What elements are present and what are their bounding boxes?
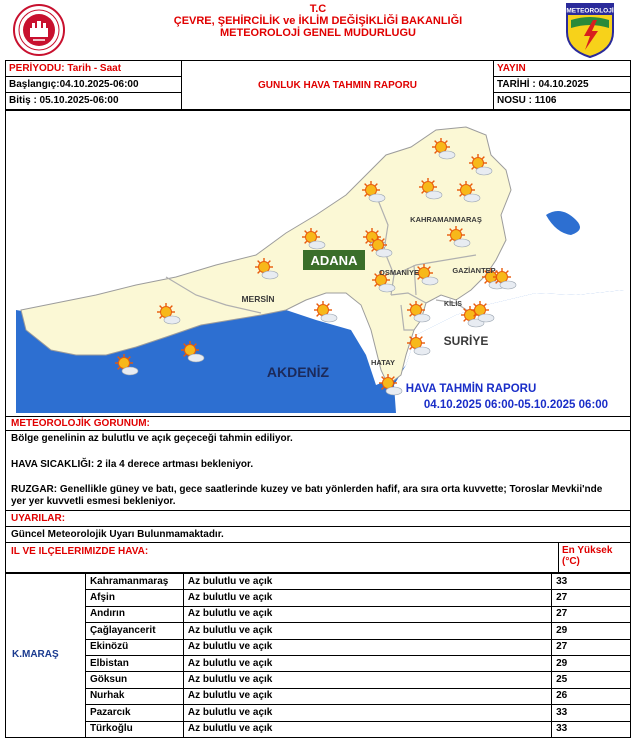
weather-description: Az bulutlu ve açık xyxy=(183,721,551,737)
district-name: Çağlayancerit xyxy=(85,623,183,639)
meteorology-wind: RUZGAR: Genellikle güney ve batı, gece saatlerinde kuzey ve batı yönlerden hafif, ara sıra orta kuvvette; Toroslar Mevkii'nde yer yer kuvvetli esmesi bekleniyor. xyxy=(11,484,603,507)
header-directorate-name: METEOROLOJİ GENEL MUDURLUGU xyxy=(220,27,416,39)
district-forecast-table xyxy=(5,573,631,738)
table-row xyxy=(6,623,631,639)
table-row xyxy=(6,672,631,688)
meteorology-body xyxy=(5,431,631,511)
district-table-title: IL VE ILÇELERIMIZDE HAVA: xyxy=(11,546,149,557)
forecast-map xyxy=(16,115,624,413)
meteorology-heading: METEOROLOJİK GORUNUM: xyxy=(5,417,631,431)
max-temperature: 27 xyxy=(552,639,631,655)
district-name: Kahramanmaraş xyxy=(85,574,183,590)
publication-number: NOSU : 1106 xyxy=(497,95,557,106)
meteorology-logo-icon xyxy=(565,2,615,58)
start-datetime: Başlangıç:04.10.2025-06:00 xyxy=(6,77,182,93)
district-name: Afşin xyxy=(85,590,183,606)
weather-description: Az bulutlu ve açık xyxy=(183,688,551,704)
max-temperature: 27 xyxy=(552,590,631,606)
max-temperature: 25 xyxy=(552,672,631,688)
district-name: Pazarcık xyxy=(85,705,183,721)
weather-description: Az bulutlu ve açık xyxy=(183,574,551,590)
end-datetime: Bitiş : 05.10.2025-06:00 xyxy=(6,93,182,110)
label-adana: ADANA xyxy=(310,253,358,268)
report-title: GUNLUK HAVA TAHMIN RAPORU xyxy=(182,61,494,110)
district-name: Ekinözü xyxy=(85,639,183,655)
max-temperature: 29 xyxy=(552,655,631,671)
publication-label: YAYIN xyxy=(494,61,631,77)
forecast-map-frame xyxy=(5,110,631,417)
weather-description: Az bulutlu ve açık xyxy=(183,672,551,688)
report-header xyxy=(0,0,636,60)
period-label: PERİYODU: Tarih - Saat xyxy=(6,61,182,77)
label-kahramanmaras: KAHRAMANMARAŞ xyxy=(410,215,482,224)
label-kilis: KİLİS xyxy=(444,301,462,308)
table-row xyxy=(6,574,631,590)
max-temperature: 29 xyxy=(552,623,631,639)
weather-description: Az bulutlu ve açık xyxy=(183,705,551,721)
max-temperature: 33 xyxy=(552,721,631,737)
district-name: Türkoğlu xyxy=(85,721,183,737)
max-temperature: 33 xyxy=(552,574,631,590)
label-mersin: MERSİN xyxy=(241,294,275,304)
label-suriye: SURİYE xyxy=(443,334,489,348)
district-name: Andırın xyxy=(85,606,183,622)
district-name: Elbistan xyxy=(85,655,183,671)
district-name: Göksun xyxy=(85,672,183,688)
warnings-text: Güncel Meteorolojik Uyarı Bulunmamaktadır. xyxy=(5,527,631,543)
weather-description: Az bulutlu ve açık xyxy=(183,590,551,606)
weather-description: Az bulutlu ve açık xyxy=(183,655,551,671)
warnings-heading: UYARILAR: xyxy=(5,511,631,527)
max-temperature: 26 xyxy=(552,688,631,704)
district-table-heading xyxy=(5,543,631,573)
max-temperature: 33 xyxy=(552,705,631,721)
province-name: K.MARAŞ xyxy=(6,574,86,738)
logo-right-text: METEOROLOJİ xyxy=(566,7,614,15)
weather-description: Az bulutlu ve açık xyxy=(183,639,551,655)
label-osmaniye: OSMANİYE xyxy=(378,268,420,277)
meteorology-general: Bölge genelinin az bulutlu ve açık geçeceği tahmin ediliyor. xyxy=(11,433,293,444)
table-row xyxy=(6,606,631,622)
table-row xyxy=(6,705,631,721)
meteorology-temperature: HAVA SICAKLIĞI: 2 ila 4 derece artması bekleniyor. xyxy=(11,459,254,470)
label-hatay: HATAY xyxy=(370,358,396,367)
header-ministry-name: ÇEVRE, ŞEHİRCİLİK ve İKLİM DEĞİŞİKLİĞİ BAKANLIĞI xyxy=(173,15,463,27)
district-name: Nurhak xyxy=(85,688,183,704)
publication-date: TARİHİ : 04.10.2025 xyxy=(494,77,631,93)
label-gaziantep: GAZİANTEP xyxy=(452,266,496,275)
table-row xyxy=(6,639,631,655)
report-info-table xyxy=(5,60,631,110)
max-temp-header: En Yüksek (°C) xyxy=(558,543,631,572)
table-row xyxy=(6,655,631,671)
table-row xyxy=(6,721,631,737)
map-report-period: 04.10.2025 06:00-05.10.2025 06:00 xyxy=(423,399,609,411)
table-row xyxy=(6,688,631,704)
max-temperature: 27 xyxy=(552,606,631,622)
weather-description: Az bulutlu ve açık xyxy=(183,606,551,622)
label-akdeniz: AKDENİZ xyxy=(266,364,330,380)
weather-description: Az bulutlu ve açık xyxy=(183,623,551,639)
header-line-tc: T.C xyxy=(309,3,327,15)
map-report-title: HAVA TAHMİN RAPORU xyxy=(405,383,537,395)
table-row xyxy=(6,590,631,606)
